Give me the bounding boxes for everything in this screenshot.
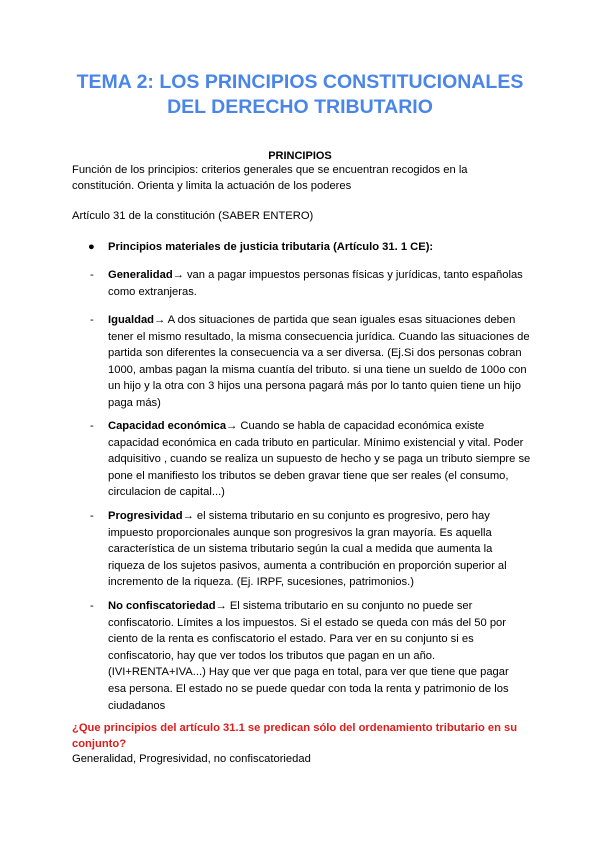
- document-title: [40, 70, 560, 120]
- principle-line: un hijo y la otra con 3 hijos una persona pagará más por lo tanto quien tiene un hijo: [108, 380, 521, 393]
- dash-marker: -: [90, 510, 94, 522]
- arrow-icon: →: [172, 269, 184, 281]
- principle-line: esa persona. El estado no se puede quedar con toda la renta y patrimonio de los: [108, 682, 509, 695]
- principle-line: como extranjeras.: [108, 285, 197, 298]
- arrow-icon: →: [215, 600, 227, 612]
- answer-text: Generalidad, Progresividad, no confiscatoriedad: [72, 753, 311, 765]
- principle-line: adquisitivo , cuando se realiza un supuesto de hecho y se paga un tributo siempre se: [108, 453, 531, 466]
- principle-line: A dos situaciones de partida que sean iguales esas situaciones deben: [165, 314, 516, 326]
- principle-term: Igualdad: [108, 314, 154, 326]
- arrow-icon: →: [154, 314, 166, 326]
- dash-marker: -: [90, 420, 94, 432]
- principle-line: paga más): [108, 396, 161, 409]
- title-line-2: DEL DERECHO TRIBUTARIO: [167, 96, 433, 118]
- dash-marker: -: [90, 314, 94, 326]
- intro-paragraph: [72, 162, 542, 194]
- dash-marker: -: [90, 269, 94, 281]
- principle-line: impuesto proporcionales aunque son progresivos la gran mayoría. Es aquella: [108, 526, 492, 539]
- principle-line: van a pagar impuestos personas físicas y jurídicas, tanto españolas: [183, 269, 523, 281]
- principle-line: pone el manifiesto los tributos se deben gravar tiene que ser reales (el consumo,: [108, 469, 509, 482]
- section-heading: PRINCIPIOS: [268, 150, 332, 162]
- article-note-text: Artículo 31 de la constitución (SABER ENTERO): [72, 210, 314, 222]
- dash-marker: -: [90, 600, 94, 612]
- principle-line: partida son diferentes la consecuencia va a ser diversa. (Ej.Si dos personas cobran: [108, 347, 522, 360]
- principle-line: (IVI+RENTA+IVA...) Hay que ver que paga en total, para ver que tiene que pagar: [108, 666, 509, 679]
- principle-line: ciudadanos: [108, 699, 166, 712]
- title-line-1: TEMA 2: LOS PRINCIPIOS CONSTITUCIONALES: [76, 71, 524, 93]
- question-line-1: ¿Que principios del artículo 31.1 se predican sólo del ordenamiento tributario en su: [72, 722, 518, 734]
- principle-line: circulacion de capital...): [108, 486, 225, 499]
- principle-line: 1000, ambas pagan la misma cuantía del tributo. si una tiene un sueldo de 100o con: [108, 363, 527, 376]
- question-heading: [72, 720, 542, 752]
- principle-term: No confiscatoriedad: [108, 600, 216, 612]
- bullet-text: Principios materiales de justicia tributaria (Artículo 31. 1 CE):: [108, 241, 434, 253]
- principle-term: Capacidad económica: [108, 420, 227, 432]
- principle-line: característica de un sistema tributario según la cual a medida que aumenta la: [108, 543, 493, 556]
- intro-line: constitución. Orienta y limita la actuación de los poderes: [72, 180, 352, 192]
- article-note: [72, 208, 542, 224]
- principle-line: incremento de la riqueza. (Ej. IRPF, sucesiones, patrimonios.): [108, 576, 414, 589]
- principle-line: riqueza de los sujetos pasivos, aumenta a contribución en proporción superior al: [108, 559, 507, 572]
- principle-term: Generalidad: [108, 269, 173, 281]
- arrow-icon: →: [182, 510, 194, 522]
- intro-line: Función de los principios: criterios generales que se encuentran recogidos en la: [72, 164, 468, 176]
- bullet-dot-icon: ●: [88, 241, 95, 253]
- principle-line: confiscatorio, hay que ver todos los tributos que pagan en un año.: [108, 649, 436, 662]
- principle-term: Progresividad: [108, 510, 183, 522]
- arrow-icon: →: [226, 420, 238, 432]
- principle-line: capacidad económica en cada tributo en particular. Mínimo existencial y vital. Poder: [108, 436, 524, 449]
- principle-line: El sistema tributario en su conjunto no puede ser: [226, 600, 473, 612]
- principle-line: Cuando se habla de capacidad económica existe: [237, 420, 485, 432]
- principle-line: tener el mismo resultado, la misma consecuencia jurídica. Cuando las situaciones de: [108, 330, 530, 343]
- principle-line: confiscatorio. Límites a los impuestos. Si el estado se queda con más del 50 por: [108, 616, 506, 629]
- question-line-2: conjunto?: [72, 738, 127, 750]
- principle-line: ciento de la renta es confiscatorio el estado. Para ver en su conjunto si es: [108, 633, 474, 646]
- principle-line: el sistema tributario en su conjunto es progresivo, pero hay: [193, 510, 490, 522]
